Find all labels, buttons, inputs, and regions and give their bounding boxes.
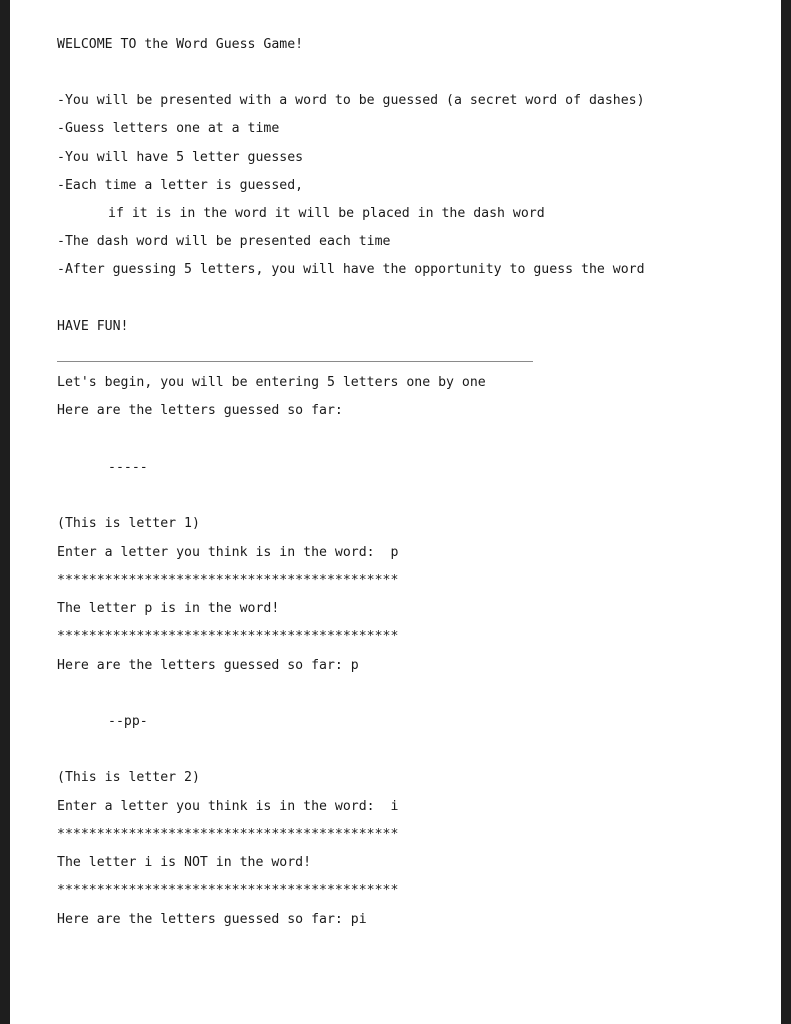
letter-number-line: (This is letter 2) bbox=[57, 770, 200, 785]
rule-line-1: -You will be presented with a word to be guessed (a secret word of dashes) bbox=[57, 93, 645, 108]
have-fun-line: HAVE FUN! bbox=[57, 319, 129, 334]
rule-line-2: -Guess letters one at a time bbox=[57, 121, 280, 136]
dash-word: --pp- bbox=[108, 714, 148, 729]
rule-line-5: if it is in the word it will be placed in the dash word bbox=[108, 206, 545, 221]
guessed-so-far-line: Here are the letters guessed so far: bbox=[57, 403, 343, 418]
dash-word: ----- bbox=[108, 460, 148, 475]
letter-prompt-line: Enter a letter you think is in the word: p bbox=[57, 545, 399, 560]
rule-line-6: -The dash word will be presented each time bbox=[57, 234, 391, 249]
result-line: The letter i is NOT in the word! bbox=[57, 855, 312, 870]
rule-line-3: -You will have 5 letter guesses bbox=[57, 150, 304, 165]
letter-number-line: (This is letter 1) bbox=[57, 516, 200, 531]
guessed-so-far-line: Here are the letters guessed so far: p bbox=[57, 658, 359, 673]
stars-divider: ******************************************* bbox=[57, 573, 399, 588]
rule-line-7: -After guessing 5 letters, you will have the opportunity to guess the word bbox=[57, 262, 645, 277]
result-line: The letter p is in the word! bbox=[57, 601, 280, 616]
stars-divider: ******************************************* bbox=[57, 883, 399, 898]
begin-line: Let's begin, you will be entering 5 letters one by one bbox=[57, 375, 486, 390]
welcome-line: WELCOME TO the Word Guess Game! bbox=[57, 37, 304, 52]
letter-prompt-line: Enter a letter you think is in the word: i bbox=[57, 799, 399, 814]
stars-divider: ******************************************* bbox=[57, 827, 399, 842]
guessed-so-far-line: Here are the letters guessed so far: pi bbox=[57, 912, 367, 927]
stars-divider: ******************************************* bbox=[57, 629, 399, 644]
console-output-page bbox=[10, 0, 781, 1024]
rule-line-4: -Each time a letter is guessed, bbox=[57, 178, 304, 193]
separator-line bbox=[57, 361, 533, 362]
